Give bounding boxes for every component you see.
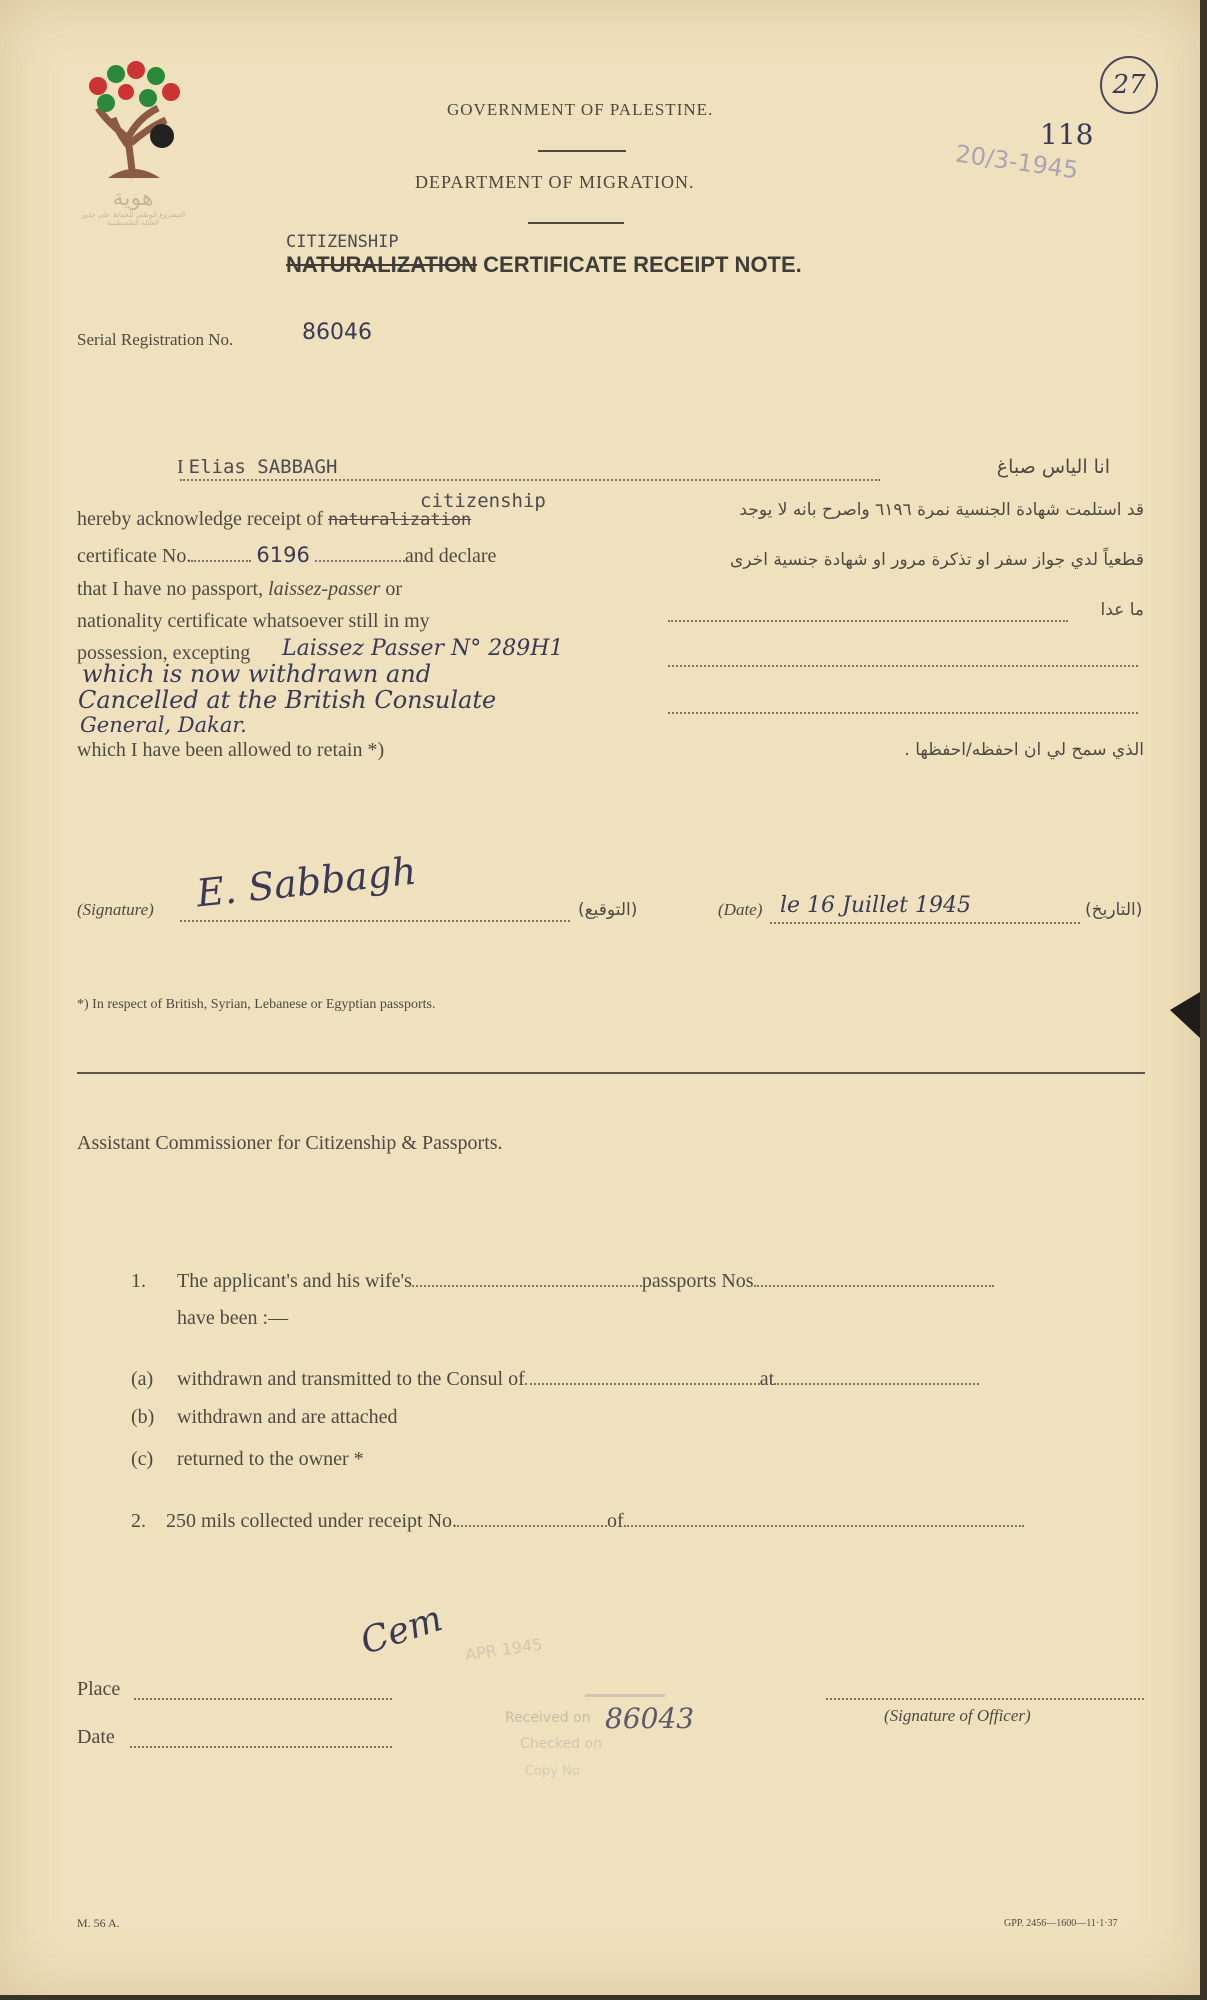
laissez-passer-text: laissez-passer bbox=[268, 578, 381, 600]
retain-line: which I have been allowed to retain *) bbox=[77, 739, 385, 761]
passport-or: or bbox=[385, 578, 402, 600]
nationality-line: nationality certificate whatsoever still in my bbox=[77, 610, 430, 632]
arabic-dotted-1 bbox=[668, 620, 1068, 622]
stamp-received: Received on bbox=[505, 1710, 591, 1726]
stamp-rule-1 bbox=[585, 1694, 665, 1697]
officer-initials: Cem bbox=[355, 1598, 448, 1663]
bottom-date-label: Date bbox=[77, 1726, 115, 1748]
arabic-line-2: قد استلمت شهادة الجنسية نمرة ٦١٩٦ واصرح بانه لا يوجد bbox=[739, 500, 1144, 520]
place-dotted-line bbox=[134, 1698, 392, 1700]
signature-dotted-line bbox=[180, 920, 570, 922]
citizenship-correction: citizenship bbox=[420, 490, 546, 512]
stamp-checked: Checked on bbox=[520, 1736, 602, 1752]
item-1-number: 1. bbox=[131, 1270, 146, 1292]
footnote: *) In respect of British, Syrian, Lebanese or Egyptian passports. bbox=[77, 997, 436, 1012]
arabic-line-4: ما عدا bbox=[1100, 600, 1144, 620]
page-edge-tab bbox=[1170, 992, 1200, 1038]
passport-line bbox=[77, 578, 402, 601]
handwritten-line-2: which is now withdrawn and bbox=[82, 660, 432, 688]
certificate-suffix: and declare bbox=[404, 545, 497, 567]
passport-text: that I have no passport, bbox=[77, 578, 264, 600]
item-c-text: returned to the owner * bbox=[177, 1448, 364, 1470]
item-2-line bbox=[166, 1510, 1024, 1533]
receipt-stamp bbox=[505, 1680, 745, 1790]
title-rest: CERTIFICATE RECEIPT NOTE. bbox=[483, 252, 802, 277]
signature-arabic-label: (التوقيع) bbox=[578, 900, 638, 920]
faded-stamp-date: APR 1945 bbox=[464, 1634, 544, 1665]
date-label: (Date) bbox=[718, 900, 763, 919]
header-rule-1 bbox=[538, 150, 626, 152]
certificate-prefix: certificate No. bbox=[77, 545, 192, 567]
logo-arabic-name: هوية bbox=[112, 186, 154, 211]
item-2-of: of bbox=[607, 1510, 624, 1532]
certificate-line bbox=[77, 543, 496, 568]
document-title bbox=[286, 252, 802, 278]
arabic-line-5: الذي سمح لي ان احفظه/احفظها . bbox=[904, 740, 1144, 760]
stamp-number: 86043 bbox=[605, 1702, 695, 1735]
possession-line: possession, excepting bbox=[77, 642, 251, 664]
circled-number bbox=[1100, 56, 1158, 114]
handwritten-line-3: Cancelled at the British Consulate bbox=[78, 686, 497, 714]
name-line bbox=[177, 456, 337, 479]
receipt-line bbox=[77, 508, 471, 531]
receipt-text: hereby acknowledge receipt of bbox=[77, 508, 323, 530]
item-b-label: (b) bbox=[131, 1406, 155, 1428]
title-struck-word: NATURALIZATION bbox=[286, 252, 478, 277]
form-code: M. 56 A. bbox=[77, 1916, 120, 1930]
item-1-text: The applicant's and his wife's bbox=[177, 1270, 412, 1292]
circled-number-text: 27 bbox=[1112, 70, 1146, 100]
item-1-have-been: have been :— bbox=[177, 1307, 289, 1329]
item-a-line bbox=[177, 1368, 979, 1391]
corner-date: 20/3-1945 bbox=[953, 139, 1080, 185]
item-a-text: withdrawn and transmitted to the Consul of bbox=[177, 1368, 525, 1390]
corner-number: 118 bbox=[1040, 118, 1094, 151]
government-heading: GOVERNMENT OF PALESTINE. bbox=[447, 100, 714, 119]
date-arabic-label: (التاريخ) bbox=[1085, 900, 1143, 920]
struck-naturalization: naturalization bbox=[328, 510, 472, 530]
family-tree-logo-icon bbox=[78, 48, 188, 188]
handwritten-line-4: General, Dakar. bbox=[80, 713, 247, 737]
item-a-at: at bbox=[759, 1368, 775, 1390]
applicant-signature: E. Sabbagh bbox=[194, 848, 419, 916]
item-b-text: withdrawn and are attached bbox=[177, 1406, 398, 1428]
item-2-number: 2. bbox=[131, 1510, 146, 1532]
name-prefix: I bbox=[177, 456, 184, 478]
officer-signature-label: (Signature of Officer) bbox=[884, 1706, 1031, 1725]
certificate-number: 6196 bbox=[256, 543, 310, 567]
officer-dotted-line bbox=[826, 1698, 1144, 1700]
date-dotted-line bbox=[770, 922, 1080, 924]
arabic-dotted-3 bbox=[668, 712, 1138, 714]
declarant-name: Elias SABBAGH bbox=[188, 456, 338, 478]
print-code: GPP. 2456—1600—11·1·37 bbox=[1004, 1918, 1118, 1929]
item-c-label: (c) bbox=[131, 1448, 154, 1470]
department-heading: DEPARTMENT OF MIGRATION. bbox=[415, 172, 695, 192]
serial-label: Serial Registration No. bbox=[77, 330, 234, 349]
item-1-passports: passports Nos bbox=[641, 1270, 754, 1292]
item-2-text: 250 mils collected under receipt No. bbox=[166, 1510, 458, 1532]
serial-number: 86046 bbox=[302, 320, 372, 345]
title-correction: CITIZENSHIP bbox=[286, 232, 399, 252]
arabic-line-3: قطعياً لدي جواز سفر او تذكرة مرور او شهادة جنسية اخرى bbox=[730, 550, 1144, 570]
stamp-copy: Copy No bbox=[525, 1764, 580, 1779]
item-a-label: (a) bbox=[131, 1368, 154, 1390]
item-1-line bbox=[177, 1270, 994, 1293]
date-value: le 16 Juillet 1945 bbox=[780, 893, 971, 918]
logo-arabic-caption: المشروع الوطني للحفاظ على جذور العائلة الفلسطينية bbox=[80, 211, 186, 227]
signature-label: (Signature) bbox=[77, 900, 154, 919]
header-rule-2 bbox=[528, 222, 624, 224]
handwritten-line-1: Laissez Passer N° 289H1 bbox=[282, 636, 564, 661]
arabic-line-1: انا الياس صباغ bbox=[996, 456, 1110, 478]
place-label: Place bbox=[77, 1678, 121, 1700]
commissioner-heading: Assistant Commissioner for Citizenship & Passports. bbox=[77, 1132, 503, 1154]
section-divider bbox=[77, 1072, 1145, 1074]
name-dotted-line bbox=[180, 479, 880, 481]
logo bbox=[78, 48, 188, 227]
bottom-date-dotted-line bbox=[130, 1746, 392, 1748]
arabic-dotted-2 bbox=[668, 665, 1138, 667]
